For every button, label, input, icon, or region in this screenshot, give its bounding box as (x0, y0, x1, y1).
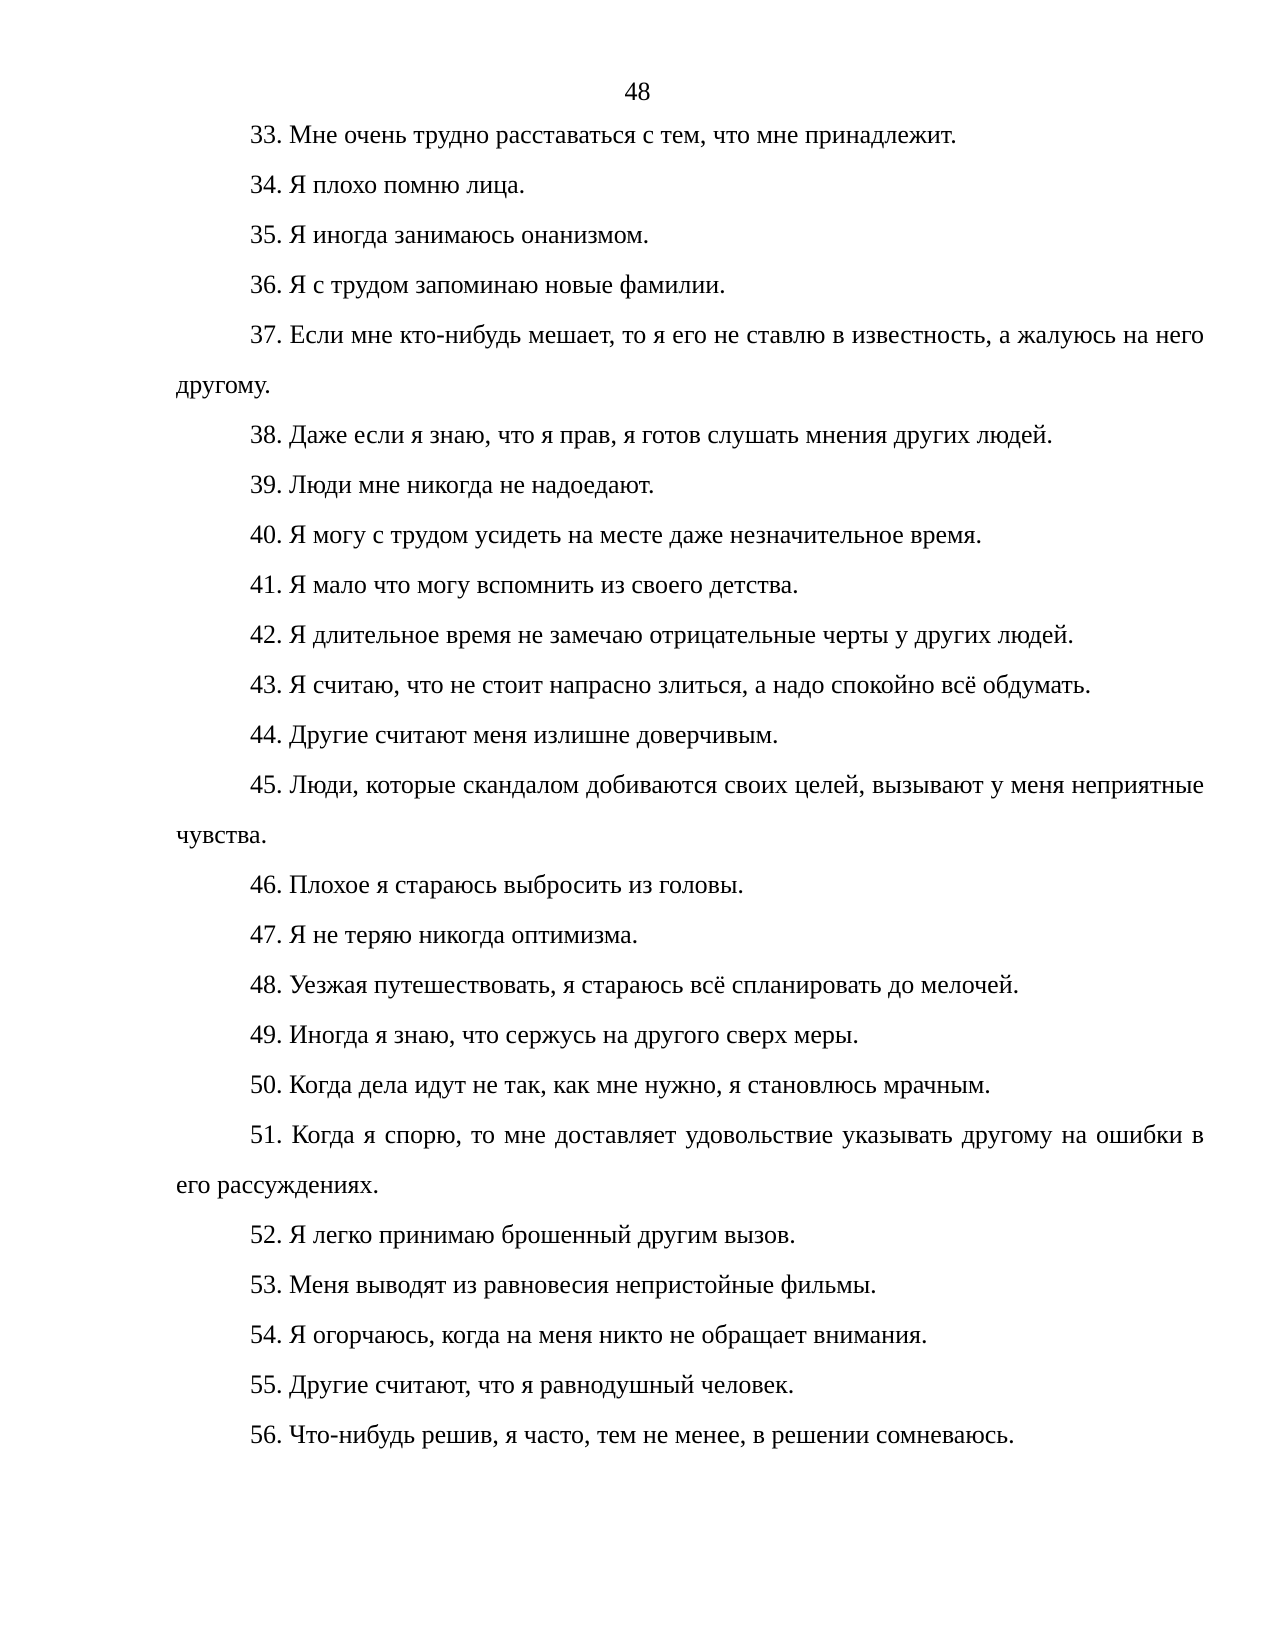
questionnaire-item-48: 48. Уезжая путешествовать, я стараюсь всё спланировать до мелочей. (250, 970, 1020, 999)
questionnaire-item-45: 45. Люди, которые скандалом добиваются своих целей, вызывают у меня неприятные чувства. (176, 770, 1204, 849)
questionnaire-item-46: 46. Плохое я стараюсь выбросить из головы. (250, 870, 744, 899)
questionnaire-item-39: 39. Люди мне никогда не надоедают. (250, 470, 655, 499)
questionnaire-item-54: 54. Я огорчаюсь, когда на меня никто не обращает внимания. (250, 1320, 928, 1349)
questionnaire-item-43: 43. Я считаю, что не стоит напрасно злиться, а надо спокойно всё обдумать. (250, 670, 1092, 699)
questionnaire-item-56: 56. Что-нибудь решив, я часто, тем не менее, в решении сомневаюсь. (250, 1420, 1015, 1449)
page-number: 48 (624, 77, 651, 106)
questionnaire-item-41: 41. Я мало что могу вспомнить из своего детства. (250, 570, 799, 599)
questionnaire-item-47: 47. Я не теряю никогда оптимизма. (250, 920, 639, 949)
questionnaire-item-53: 53. Меня выводят из равновесия непристойные фильмы. (250, 1270, 877, 1299)
questionnaire-item-33: 33. Мне очень трудно расставаться с тем, что мне принадлежит. (250, 120, 957, 149)
questionnaire-item-34: 34. Я плохо помню лица. (250, 170, 526, 199)
questionnaire-item-49: 49. Иногда я знаю, что сержусь на другого сверх меры. (250, 1020, 859, 1049)
questionnaire-item-40: 40. Я могу с трудом усидеть на месте даже незначительное время. (250, 520, 982, 549)
questionnaire-item-38: 38. Даже если я знаю, что я прав, я готов слушать мнения других людей. (250, 420, 1053, 449)
questionnaire-item-35: 35. Я иногда занимаюсь онанизмом. (250, 220, 650, 249)
questionnaire-item-50: 50. Когда дела идут не так, как мне нужно, я становлюсь мрачным. (250, 1070, 991, 1099)
questionnaire-item-37: 37. Если мне кто-нибудь мешает, то я его не ставлю в известность, а жалуюсь на него другому. (176, 320, 1204, 399)
questionnaire-item-55: 55. Другие считают, что я равнодушный человек. (250, 1370, 795, 1399)
questionnaire-item-52: 52. Я легко принимаю брошенный другим вызов. (250, 1220, 796, 1249)
questionnaire-item-36: 36. Я с трудом запоминаю новые фамилии. (250, 270, 726, 299)
questionnaire-list (176, 110, 1204, 1460)
questionnaire-item-44: 44. Другие считают меня излишне доверчивым. (250, 720, 779, 749)
questionnaire-item-51: 51. Когда я спорю, то мне доставляет удовольствие указывать другому на ошибки в его рассуждениях. (176, 1120, 1204, 1199)
questionnaire-item-42: 42. Я длительное время не замечаю отрицательные черты у других людей. (250, 620, 1074, 649)
